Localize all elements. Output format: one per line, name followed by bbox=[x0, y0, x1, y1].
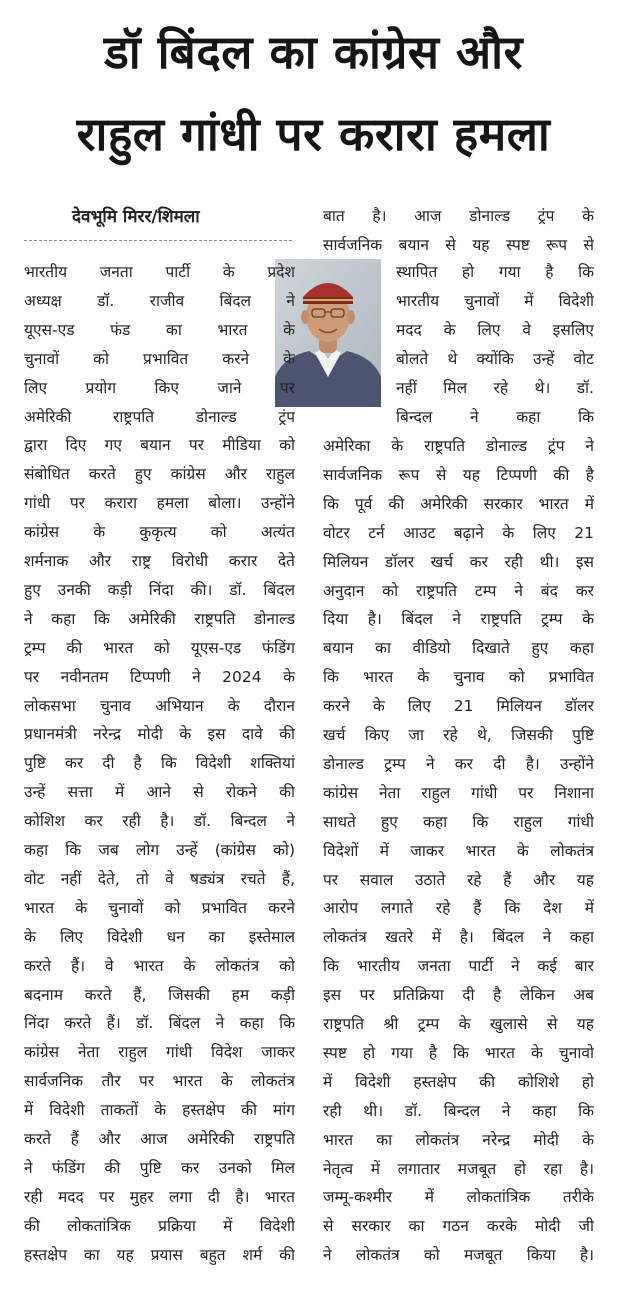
text-line: इस पर प्रतिक्रिया दी है लेकिन अब bbox=[323, 986, 594, 1005]
text-line: कांग्रेस नेता राहुल गांधी पर निशाना bbox=[323, 783, 594, 802]
headline-line-2: राहुल गांधी पर करारा हमला bbox=[76, 107, 551, 161]
text-line: अमेरिका के राष्ट्रपति डोनाल्ड ट्रंप ने bbox=[323, 437, 594, 455]
text-line: प्रधानमंत्री नरेन्द्र मोदी के इस दावे की bbox=[24, 725, 295, 744]
headline-line-1: डॉ बिंदल का कांग्रेस और bbox=[104, 25, 523, 79]
text-line: विदेशों में जाकर भारत के लोकतंत्र bbox=[323, 841, 594, 860]
text-line: से सरकार का गठन करके मोदी जी bbox=[323, 1217, 594, 1236]
text-line: करने के लिए 21 मिलियन डॉलर bbox=[323, 697, 594, 716]
text-line: रही थी। डॉ. बिन्दल ने कहा कि bbox=[323, 1101, 594, 1120]
text-line: बदनाम करते हैं, जिसकी हम कड़ी bbox=[24, 985, 295, 1004]
text-line: हस्तक्षेप का यह प्रयास बहुत शर्म की bbox=[24, 1245, 295, 1264]
text-line: भारत का लोकतंत्र नरेन्द्र मोदी के bbox=[323, 1130, 594, 1149]
text-line: उन्हें सत्ता में आने से रोकने की bbox=[24, 783, 295, 802]
text-line: में विदेशी हस्तक्षेप की कोशिशे हो bbox=[323, 1072, 594, 1091]
text-line: सार्वजनिक बयान से यह स्पष्ट रूप से bbox=[323, 235, 594, 254]
text-line: साधते हुए कहा कि राहुल गांधी bbox=[323, 812, 594, 831]
text-line: कांग्रेस के कुकृत्य को अत्यंत bbox=[24, 523, 295, 542]
byline-divider bbox=[24, 240, 292, 241]
text-line: पुष्टि कर दी है कि विदेशी शक्तियां bbox=[24, 754, 295, 773]
text-line: बिन्दल ने कहा कि bbox=[396, 408, 594, 426]
text-line: ने कहा कि अमेरिकी राष्ट्रपति डोनाल्ड bbox=[24, 609, 295, 628]
text-line: दिया है। बिंदल ने राष्ट्रपति ट्रम्प के bbox=[323, 610, 594, 629]
text-line: खर्च किए जा रहे थे, जिसकी पुष्टि bbox=[323, 726, 594, 744]
text-line: अध्यक्ष डॉ. राजीव बिंदल ने bbox=[24, 291, 295, 310]
text-line: वोट नहीं देते, तो वे षड्यंत्र रचते हैं, bbox=[24, 869, 295, 888]
text-line: कि पूर्व की अमेरिकी सरकार भारत में bbox=[323, 494, 594, 513]
text-line: रही मदद पर मुहर लगा दी है। भारत bbox=[24, 1187, 295, 1206]
text-line: संबोधित करते हुए कांग्रेस और राहुल bbox=[24, 465, 295, 484]
text-line: की लोकतांत्रिक प्रक्रिया में विदेशी bbox=[24, 1216, 295, 1235]
text-line: कि भारतीय जनता पार्टी ने कई बार bbox=[323, 957, 594, 976]
text-line: बोलते थे क्योंकि उन्हें वोट bbox=[396, 350, 594, 368]
text-line: नेतृत्व में लगातार मजबूत हो रहा है। bbox=[323, 1159, 594, 1178]
text-line: सार्वजनिक रूप से यह टिप्पणी की है bbox=[323, 465, 594, 484]
text-line: हुए उनकी कड़ी निंदा की। डॉ. बिंदल bbox=[24, 580, 295, 599]
text-line: ने लोकतंत्र को मजबूत किया है। bbox=[323, 1246, 594, 1265]
text-line: कहा कि जब लोग उन्हें (कांग्रेस को) bbox=[24, 841, 295, 859]
text-line: स्थापित हो गया है कि bbox=[396, 263, 594, 281]
text-line: करते हैं। वे भारत के लोकतंत्र को bbox=[24, 956, 295, 975]
text-line: वोटर टर्न आउट बढ़ाने के लिए 21 bbox=[323, 523, 594, 542]
text-line: कोशिश कर रही है। डॉ. बिन्दल ने bbox=[24, 812, 295, 831]
text-line: लोकतंत्र खतरे में है। बिंदल ने कहा bbox=[323, 928, 594, 947]
text-line: भारतीय चुनावों में विदेशी bbox=[396, 292, 594, 310]
text-line: चुनावों को प्रभावित करने के bbox=[24, 349, 295, 368]
text-line: निंदा करते हैं। डॉ. बिंदल ने कहा कि bbox=[24, 1014, 295, 1033]
text-line: द्वारा दिए गए बयान पर मीडिया को bbox=[24, 436, 295, 455]
text-line: के लिए विदेशी धन का इस्तेमाल bbox=[24, 927, 295, 946]
text-line: मदद के लिए वे इसलिए bbox=[396, 321, 594, 339]
text-line: अमेरिकी राष्ट्रपति डोनाल्ड ट्रंप bbox=[24, 407, 295, 426]
text-line: पर नवीनतम टिप्पणी ने 2024 के bbox=[24, 667, 295, 686]
text-line: बयान का वीडियो दिखाते हुए कहा bbox=[323, 639, 594, 658]
text-line: करते हैं और आज अमेरिकी राष्ट्रपति bbox=[24, 1130, 295, 1148]
text-line: ने फंडिंग की पुष्टि कर उनको मिल bbox=[24, 1158, 295, 1177]
text-line: बात है। आज डोनाल्ड ट्रंप के bbox=[323, 207, 594, 225]
text-line: भारत के चुनावों को प्रभावित करने bbox=[24, 898, 295, 917]
text-line: स्पष्ट हो गया है कि भारत के चुनावो bbox=[323, 1043, 594, 1062]
text-line: कांग्रेस नेता राहुल गांधी विदेश जाकर bbox=[24, 1043, 295, 1062]
text-line: डोनाल्ड ट्रम्प ने कर दी है। उन्होंने bbox=[323, 754, 594, 773]
text-line: आरोप लगाते रहे हैं कि देश में bbox=[323, 899, 594, 918]
text-line: यूएस-एड फंड का भारत के bbox=[24, 320, 295, 339]
text-line: शर्मनाक और राष्ट्र विरोधी करार देते bbox=[24, 552, 295, 570]
text-line: जम्मू-कश्मीर में लोकतांत्रिक तरीके bbox=[323, 1188, 594, 1207]
text-line: कि भारत के चुनाव को प्रभावित bbox=[323, 668, 594, 687]
byline: देवभूमि मिरर/शिमला bbox=[72, 207, 200, 227]
text-line: ट्रम्प की भारत को यूएस-एड फंडिंग bbox=[24, 638, 295, 657]
text-line: मिलियन डॉलर खर्च कर रही थी। इस bbox=[323, 552, 594, 571]
text-line: भारतीय जनता पार्टी के प्रदेश bbox=[24, 263, 295, 281]
text-line: नहीं मिल रहे थे। डॉ. bbox=[396, 379, 594, 397]
text-line: अनुदान को राष्ट्रपति टम्प ने बंद कर bbox=[323, 581, 594, 600]
text-line: लोकसभा चुनाव अभियान के दौरान bbox=[24, 696, 295, 715]
text-line: लिए प्रयोग किए जाने पर bbox=[24, 378, 295, 397]
text-line: राष्ट्रपति श्री ट्रम्प के खुलासे से यह bbox=[323, 1015, 594, 1033]
text-line: में विदेशी ताकतों के हस्तक्षेप की मांग bbox=[24, 1101, 295, 1120]
text-line: पर सवाल उठाते रहे हैं और यह bbox=[323, 870, 594, 889]
text-line: गांधी पर करारा हमला बोला। उन्होंने bbox=[24, 494, 295, 513]
text-line: सार्वजनिक तौर पर भारत के लोकतंत्र bbox=[24, 1072, 295, 1091]
